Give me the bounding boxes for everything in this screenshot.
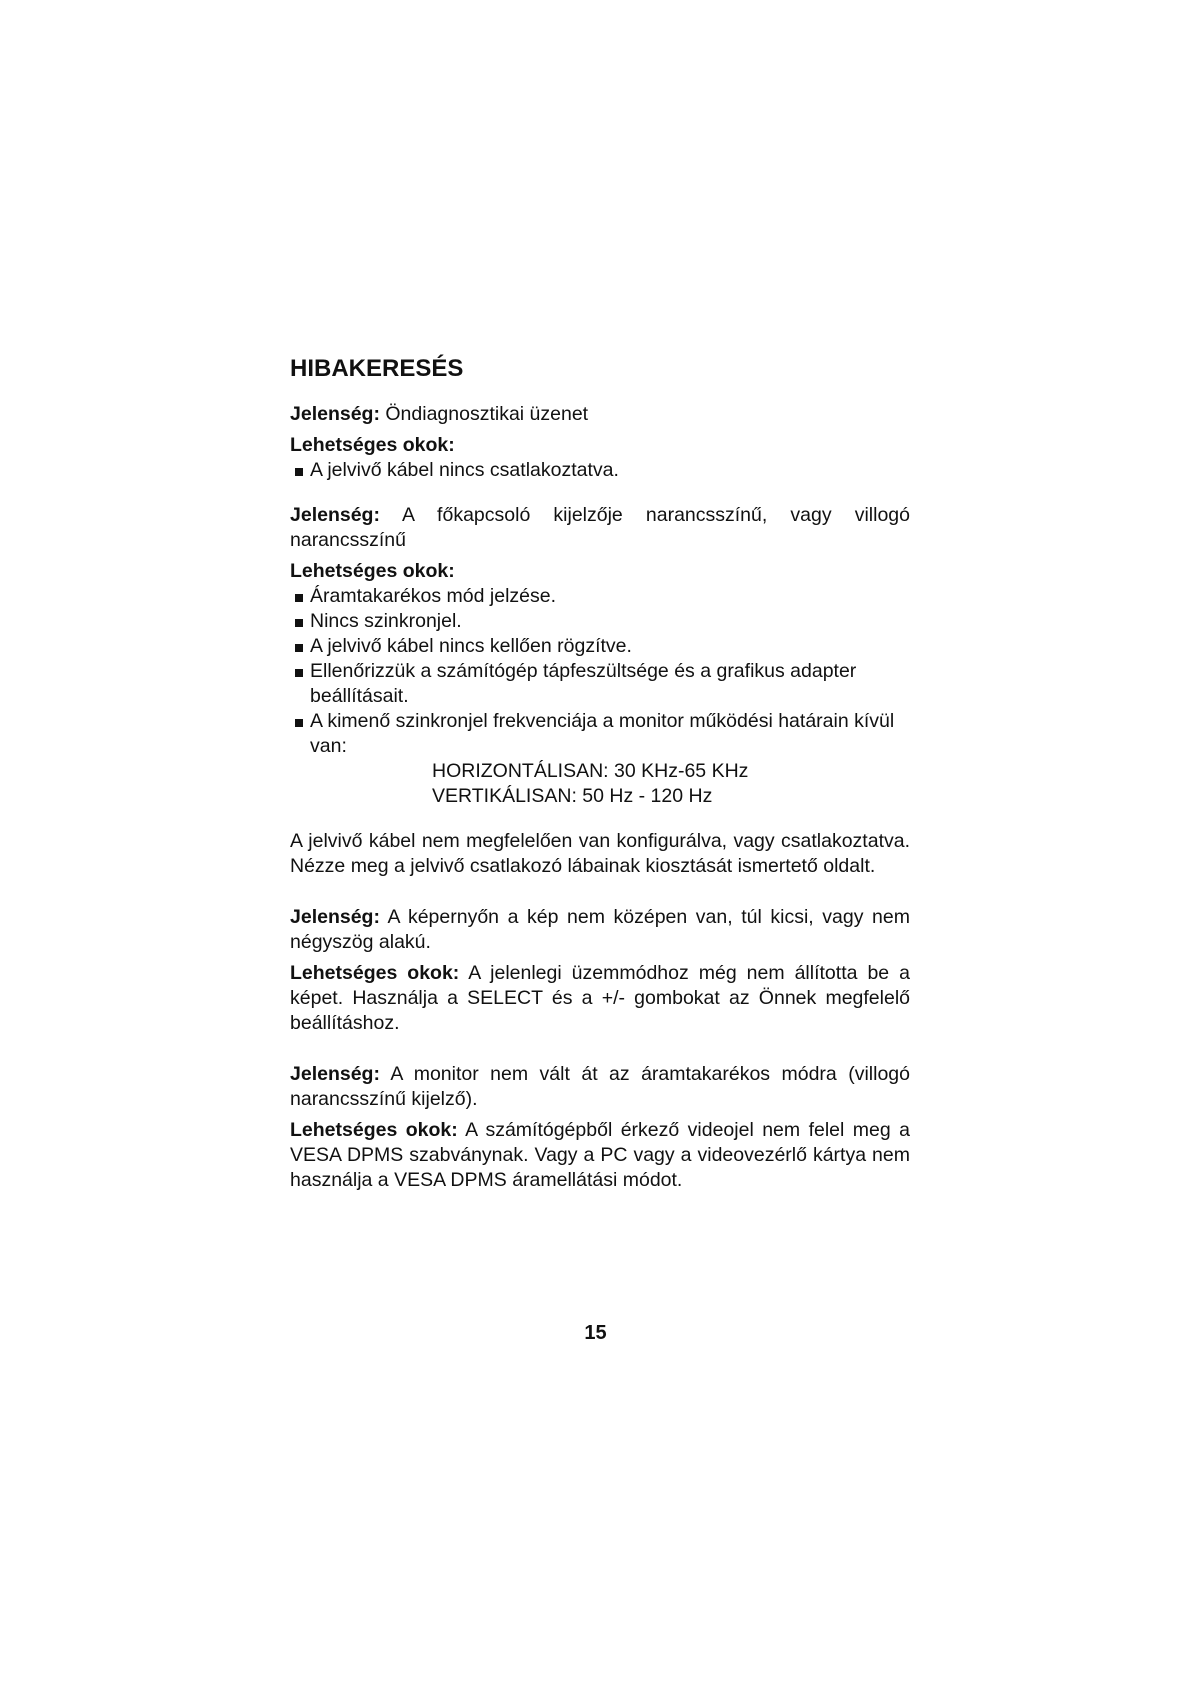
symptom-line <box>290 1062 910 1112</box>
list-item-text: A kimenő szinkronjel frekvenciája a monitor működési határain kívül van: <box>310 710 895 757</box>
symptom-text: A főkapcsoló kijelzője narancsszínű, vagy villogó narancsszínű <box>290 504 910 551</box>
frequency-horizontal: HORIZONTÁLISAN: 30 KHz-65 KHz <box>432 760 749 782</box>
symptom-label: Jelenség: <box>290 504 380 526</box>
causes-line <box>290 1118 910 1193</box>
note-paragraph: A jelvivő kábel nem megfelelően van konfigurálva, vagy csatlakoztatva. Nézze meg a jelvivő csatlakozó lábainak kiosztását ismertető oldalt. <box>290 830 910 877</box>
list-item <box>290 458 910 483</box>
causes-line <box>290 961 910 1036</box>
list-item <box>290 584 910 609</box>
page-content <box>290 354 910 1199</box>
causes-label: Lehetséges okok: <box>290 1119 458 1141</box>
section-3 <box>290 905 910 1036</box>
causes-text: A számítógépből érkező videojel nem felel meg a VESA DPMS szabványnak. Vagy a PC vagy a videovezérlő kártya nem használja a VESA DPMS áramellátási módot. <box>290 1119 910 1191</box>
spacer <box>290 483 910 503</box>
spacer <box>290 809 910 829</box>
frequency-ranges <box>290 759 910 809</box>
causes-list <box>290 584 910 759</box>
page-title: HIBAKERESÉS <box>290 355 464 382</box>
causes-label: Lehetséges okok: <box>290 560 455 582</box>
spacer <box>290 1042 910 1062</box>
symptom-label: Jelenség: <box>290 1063 380 1085</box>
causes-label: Lehetséges okok: <box>290 962 460 984</box>
bullet-square-icon <box>295 468 303 476</box>
list-item-text: Ellenőrizzük a számítógép tápfeszültsége és a grafikus adapter beállításait. <box>310 660 857 707</box>
frequency-vertical: VERTIKÁLISAN: 50 Hz - 120 Hz <box>432 785 713 807</box>
causes-text: A jelenlegi üzemmódhoz még nem állította be a képet. Használja a SELECT és a +/- gombokat az Önnek megfelelő beállításhoz. <box>290 962 910 1034</box>
symptom-text: A monitor nem vált át az áramtakarékos módra (villogó narancsszínű kijelző). <box>290 1063 910 1110</box>
list-item <box>290 709 910 759</box>
bullet-square-icon <box>295 619 303 627</box>
symptom-line <box>290 503 910 553</box>
bullet-square-icon <box>295 594 303 602</box>
list-item <box>290 659 910 709</box>
bullet-square-icon <box>295 719 303 727</box>
causes-label: Lehetséges okok: <box>290 434 455 456</box>
list-item-text: A jelvivő kábel nincs kellően rögzítve. <box>310 635 632 657</box>
list-item-text: Nincs szinkronjel. <box>310 610 462 632</box>
causes-list <box>290 458 910 483</box>
bullet-square-icon <box>295 669 303 677</box>
section-1 <box>290 402 910 483</box>
list-item <box>290 634 910 659</box>
symptom-label: Jelenség: <box>290 906 380 928</box>
list-item-text: A jelvivő kábel nincs csatlakoztatva. <box>310 459 619 481</box>
page-number: 15 <box>584 1322 607 1344</box>
symptom-line <box>290 905 910 955</box>
symptom-label: Jelenség: <box>290 403 380 425</box>
bullet-square-icon <box>295 644 303 652</box>
spacer <box>290 885 910 905</box>
list-item-text: Áramtakarékos mód jelzése. <box>310 585 557 607</box>
symptom-text: A képernyőn a kép nem középen van, túl kicsi, vagy nem négyszög alakú. <box>290 906 910 953</box>
section-2 <box>290 503 910 879</box>
section-4 <box>290 1062 910 1193</box>
symptom-line <box>290 402 910 427</box>
list-item <box>290 609 910 634</box>
symptom-text: Öndiagnosztikai üzenet <box>379 403 589 425</box>
